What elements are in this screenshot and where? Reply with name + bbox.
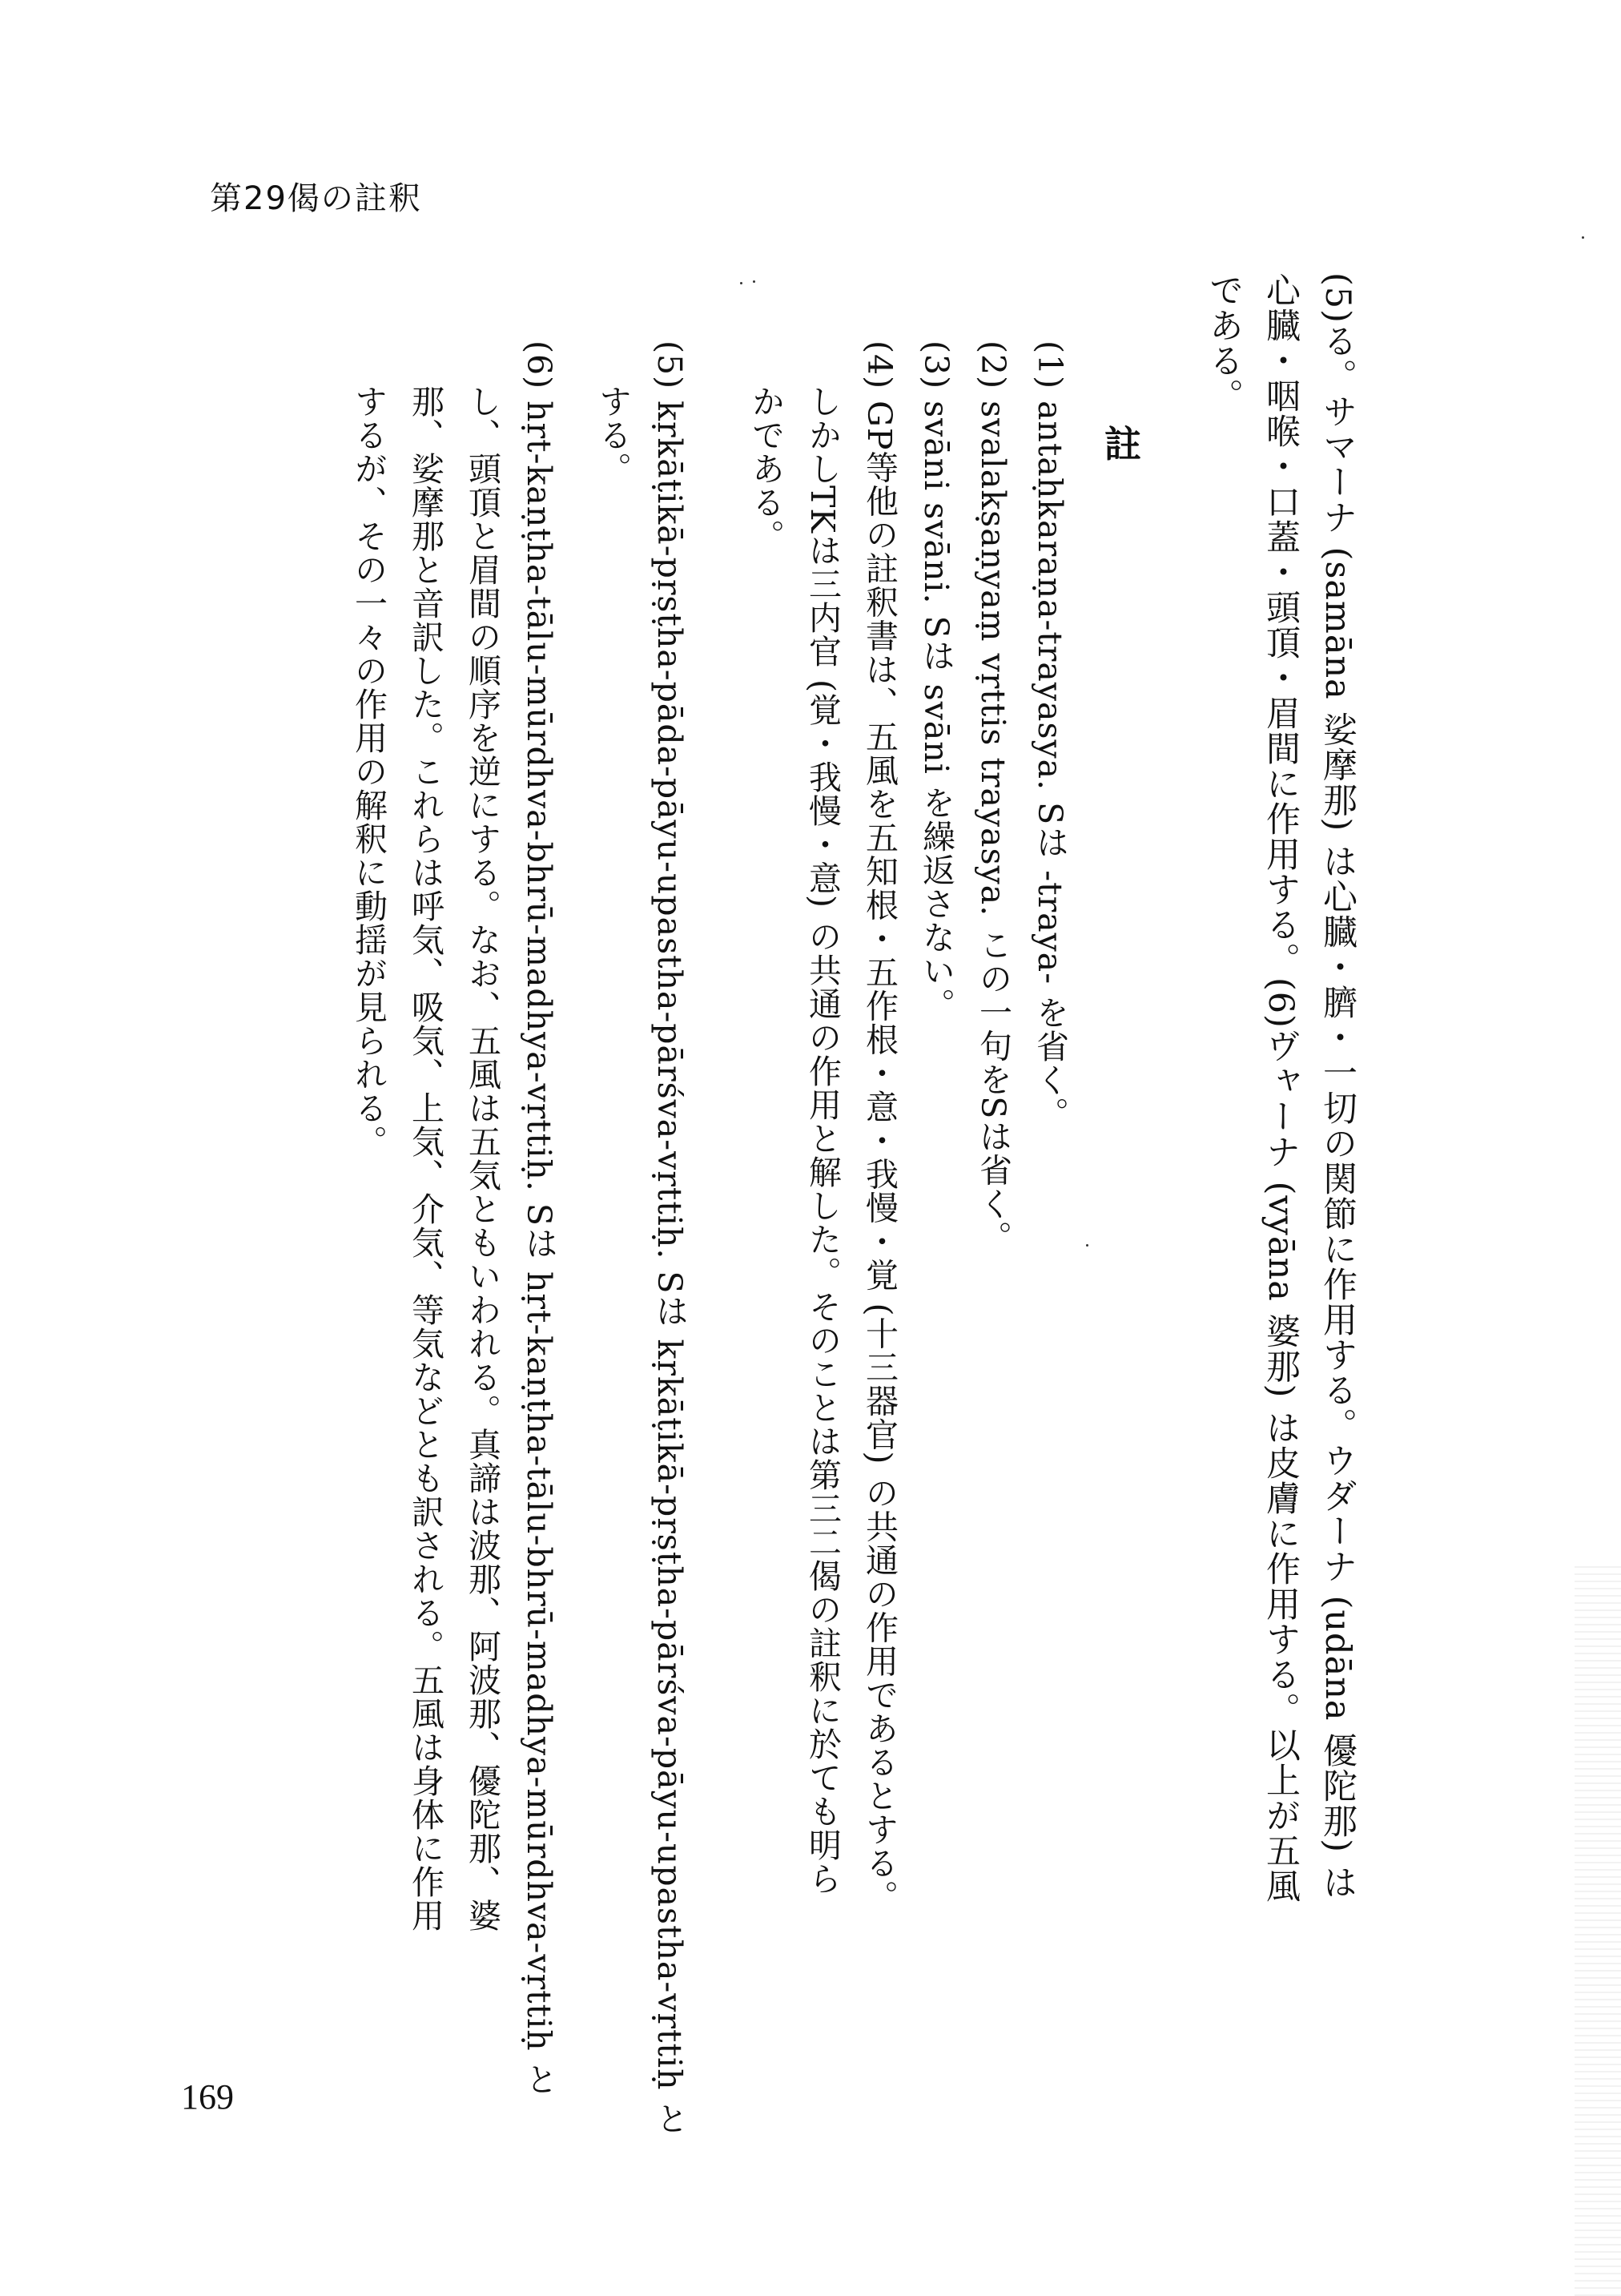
- note-5-line-2: する。: [593, 385, 632, 485]
- note-2-line-1: (2) svalakṣaṇyaṃ vṛttis trayasya. この一句をSは省く。: [974, 340, 1012, 1255]
- note-1-line-1: (1) antaḥkaraṇa-trayasya. Sは -traya- を省く。: [1031, 340, 1069, 1131]
- note-6-line-4: するが、その一々の作用の解釈に動揺が見られる。: [349, 385, 388, 1158]
- body-line-1: (5)る。サマーナ (samāna 娑摩那) は心臓・臍・一切の関節に作用する。ウダーナ (udāna 優陀那) は: [1317, 272, 1358, 1900]
- page-number: 169: [181, 2077, 234, 2117]
- notes-heading: 註: [1099, 425, 1142, 462]
- note-4-line-1: (4) GP等他の註釈書は、五風を五知根・五作根・意・我慢・覚 (十三器官) の共通の作用であるとする。: [860, 340, 899, 1914]
- note-6-line-3: 那、娑摩那と音訳した。これらは呼気、吸気、上気、介気、等気などとも訳される。五風は身体に作用: [406, 385, 444, 1932]
- scan-speck: [753, 280, 755, 283]
- note-6-line-1: (6) hṛt-kaṇṭha-tālu-mūrdhva-bhrū-madhya-vṛttiḥ. Sは hṛt-kaṇṭha-tālu-bhrū-madhya-mūrdhva-vṛttiḥ と: [520, 340, 558, 2097]
- note-5-line-1: (5) kṛkāṭikā-pṛṣṭha-pāda-pāyu-upastha-pārśva-vṛttiḥ. Sは kṛkāṭikā-pṛṣṭha-pārśva-pāyu-upastha-vṛttiḥ と: [650, 340, 689, 2136]
- body-line-3: である。: [1204, 272, 1244, 413]
- note-4-line-2: しかしTKは三内官 (覚・我慢・意) の共通の作用と解した。そのことは第三二偈の註釈に於ても明ら: [803, 385, 842, 1896]
- note-6-line-2: し、頭頂と眉間の順序を逆にする。なお、五風は五気ともいわれる。真諦は波那、阿波那、優陀那、婆: [463, 385, 501, 1932]
- note-4-line-3: かである。: [746, 385, 785, 553]
- note-3-line-1: (3) svāni svāni. Sは svāni を繰返さない。: [917, 340, 955, 1021]
- scan-speck: [1582, 236, 1584, 239]
- scan-speck: [1086, 1244, 1088, 1247]
- running-head: 第29偈の註釈: [210, 180, 422, 217]
- scan-speck: [740, 282, 742, 284]
- body-line-2: 心臓・咽喉・口蓋・頭頂・眉間に作用する。(6)ヴャーナ (vyāna 婆那) は皮膚に作用する。以上が五風: [1261, 272, 1301, 1904]
- scan-edge-noise: [1575, 1562, 1621, 2296]
